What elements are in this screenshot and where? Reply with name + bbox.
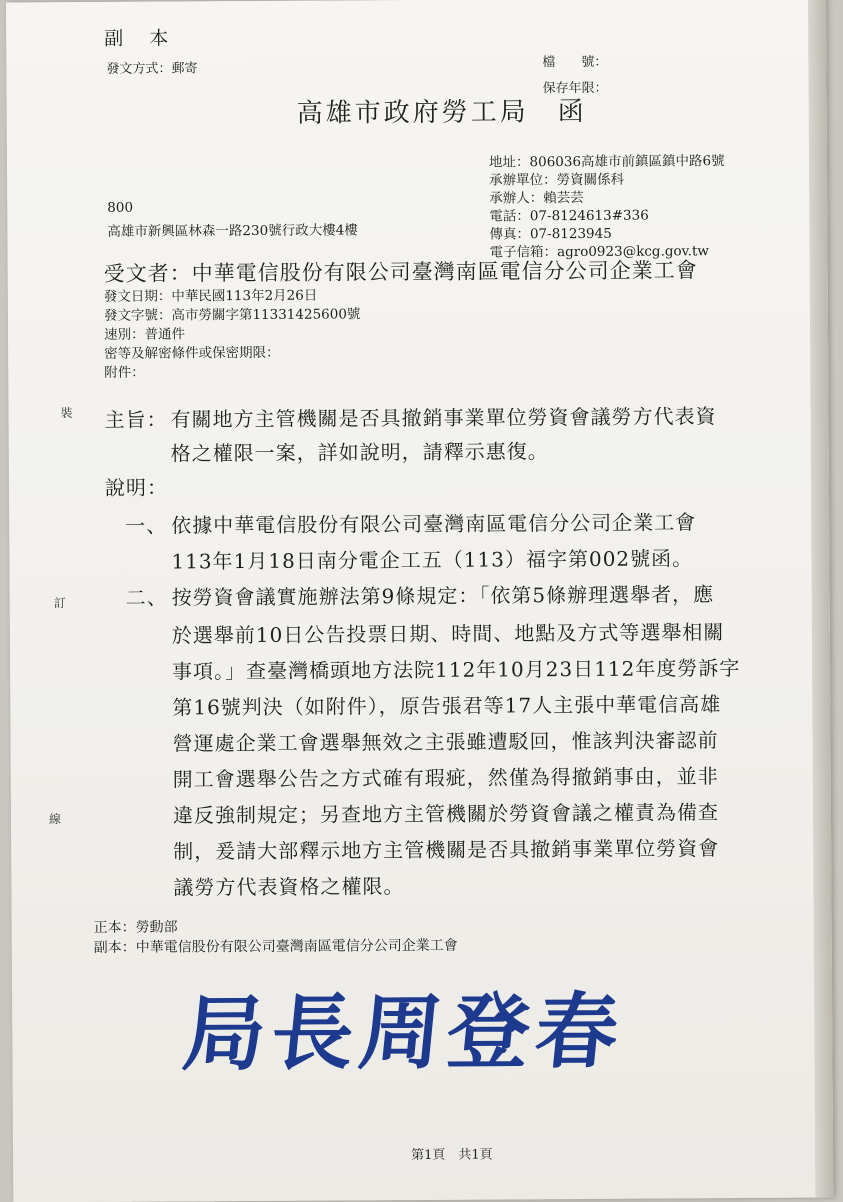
contact-unit: 承辦單位：勞資關係科 — [489, 171, 625, 189]
meta-block — [104, 286, 361, 383]
document-title: 高雄市政府勞工局 函 — [296, 96, 587, 129]
subject-line: 有關地方主管機關是否具撤銷事業單位勞資會議勞方代表資 — [170, 404, 717, 432]
item-line: 違反強制規定；另查地方主管機關於勞資會議之權責為備查 — [172, 800, 720, 828]
contact-address: 地址：806036高雄市前鎮區鎮中路6號 — [488, 153, 725, 171]
item-line: 事項。」查臺灣橋頭地方法院112年10月23日112年度勞訴字 — [172, 656, 741, 684]
item-line: 依據中華電信股份有限公司臺灣南區電信分公司企業工會 — [171, 510, 697, 538]
retention-field: 保存年限： — [542, 80, 608, 97]
contact-fax: 傳真：07-8123945 — [489, 225, 612, 243]
page-edge — [808, 0, 833, 1198]
distribution-block — [94, 916, 458, 958]
send-method: 發文方式：郵寄 — [106, 61, 198, 77]
item-number: 二、 — [125, 585, 168, 610]
contact-email: 電子信箱：agro0923@kcg.gov.tw — [489, 243, 709, 261]
contact-block — [489, 152, 725, 261]
page-number: 第1頁 共1頁 — [411, 1147, 493, 1164]
recipient: 受文者：中華電信股份有限公司臺灣南區電信分公司企業工會 — [103, 258, 698, 286]
copy-recipient: 副本：中華電信股份有限公司臺灣南區電信分公司企業工會 — [93, 937, 458, 956]
reference-number: 發文字號：高市勞關字第11331425600號 — [103, 306, 361, 324]
attachment-field: 附件： — [104, 364, 145, 381]
copy-mark: 副 本 — [104, 27, 179, 50]
binding-mark-ding: 訂 — [53, 596, 66, 611]
subject-line: 格之權限一案，詳如說明，請釋示惠復。 — [170, 439, 549, 466]
item-line: 制，爰請大部釋示地方主管機關是否具撤銷事業單位勞資會 — [173, 836, 720, 864]
director-signature: 局長周登春 — [178, 983, 629, 1083]
item-line: 第16號判決（如附件），原告張君等17人主張中華電信高雄 — [172, 692, 722, 720]
document-sheet — [6, 0, 833, 1202]
binding-mark-zhuang: 裝 — [60, 406, 73, 421]
mailing-zip: 800 — [107, 199, 134, 216]
item-number: 一、 — [125, 513, 168, 538]
binding-mark-xian: 線 — [48, 812, 62, 827]
item-line: 開工會選舉公告之方式確有瑕疵，然僅為得撤銷事由，並非 — [172, 764, 719, 792]
item-line: 按勞資會議實施辦法第9條規定：「依第5條辦理選舉者，應 — [171, 582, 715, 610]
delivery-speed: 速別：普通件 — [103, 326, 186, 343]
issue-date: 發文日期：中華民國113年2月26日 — [103, 287, 318, 305]
item-line: 營運處企業工會選舉無效之主張雖遭駁回，惟該判決審認前 — [172, 728, 719, 756]
item-line: 113年1月18日南分電企工五（113）福字第002號函。 — [171, 546, 694, 574]
item-line: 於選舉前10日公告投票日期、時間、地點及方式等選舉相關 — [171, 620, 725, 648]
mailing-address: 高雄市新興區林森一路230號行政大樓4樓 — [107, 222, 358, 240]
file-number-field: 檔 號： — [542, 54, 608, 71]
secrecy-level: 密等及解密條件或保密期限： — [104, 344, 280, 362]
contact-handler: 承辦人：賴芸芸 — [489, 189, 584, 207]
item-line: 議勞方代表資格之權限。 — [173, 874, 405, 900]
explanation-label: 說明： — [104, 475, 169, 500]
original-recipient: 正本：勞動部 — [93, 919, 178, 936]
subject-label: 主旨： — [104, 407, 168, 432]
contact-phone: 電話：07-8124613#336 — [489, 207, 649, 225]
